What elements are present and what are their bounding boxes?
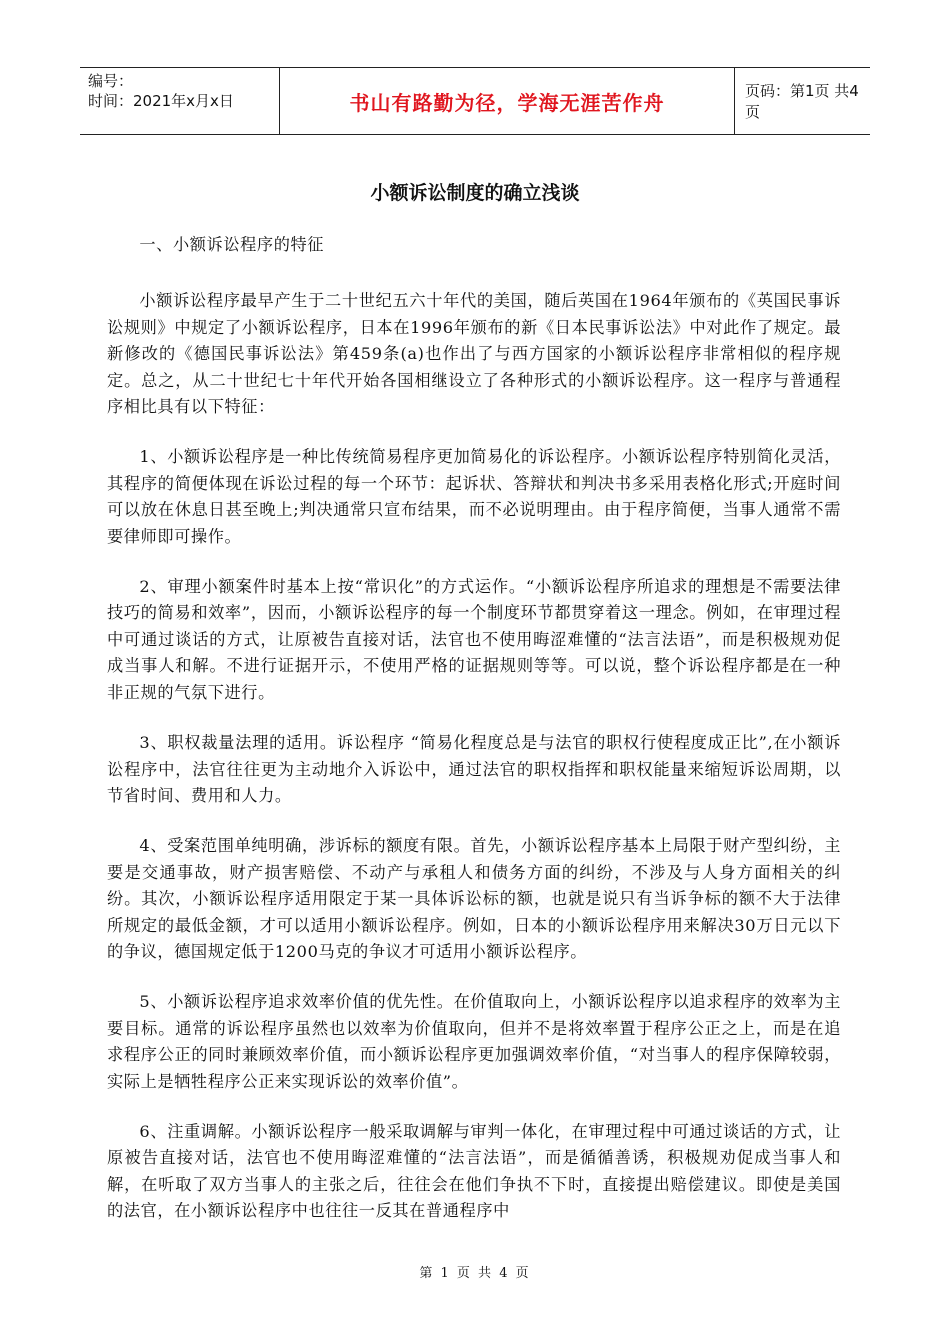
body-paragraph: 2、审理小额案件时基本上按“常识化”的方式运作。“小额诉讼程序所追求的理想是不需要法律技巧的简易和效率”，因而，小额诉讼程序的每一个制度环节都贯穿着这一理念。例如，在审理过程中可通过谈话的方式，让原被告直接对话，法官也不使用晦涩难懂的“法言法语”，而是积极规劝促成当事人和解。不进行证据开示，不使用严格的证据规则等等。可以说，整个诉讼程序都是在一种非正规的气氛下进行。 xyxy=(107,577,841,702)
body-paragraph: 小额诉讼程序最早产生于二十世纪五六十年代的美国，随后英国在1964年颁布的《英国民事诉讼规则》中规定了小额诉讼程序，日本在1996年颁布的新《日本民事诉讼法》中对此作了规定。最新修改的《德国民事诉讼法》第459条(a)也作出了与西方国家的小额诉讼程序非常相似的程序规定。总之，从二十世纪七十年代开始各国相继设立了各种形式的小额诉讼程序。这一程序与普通程序相比具有以下特征： xyxy=(107,291,841,417)
body-paragraph: 4、受案范围单纯明确，涉诉标的额度有限。首先，小额诉讼程序基本上局限于财产型纠纷，主要是交通事故，财产损害赔偿、不动产与承租人和债务方面的纠纷，不涉及与人身方面相关的纠纷。其次，小额诉讼程序适用限定于某一具体诉讼标的额，也就是说只有当诉争标的额不大于法律所规定的最低金额，才可以适用小额诉讼程序。例如，日本的小额诉讼程序用来解决30万日元以下的争议，德国规定低于1200马克的争议才可适用小额诉讼程序。 xyxy=(107,836,841,961)
page-footer: 第 1 页 共 4 页 xyxy=(419,1266,531,1281)
header-page-info: 页码：第1页 共4页 xyxy=(745,82,859,121)
page-header xyxy=(80,67,870,135)
document-body xyxy=(107,232,841,1249)
header-meta xyxy=(80,68,280,134)
document-title: 小额诉讼制度的确立浅谈 xyxy=(370,182,580,204)
body-paragraph: 1、小额诉讼程序是一种比传统简易程序更加简易化的诉讼程序。小额诉讼程序特别简化灵活，其程序的简便体现在诉讼过程的每一个环节：起诉状、答辩状和判决书多采用表格化形式;开庭时间可以放在休息日甚至晚上;判决通常只宣布结果，而不必说明理由。由于程序简便，当事人通常不需要律师即可操作。 xyxy=(107,447,841,546)
section-heading: 一、小额诉讼程序的特征 xyxy=(139,235,325,254)
body-paragraph: 5、小额诉讼程序追求效率价值的优先性。在价值取向上，小额诉讼程序以追求程序的效率为主要目标。通常的诉讼程序虽然也以效率为价值取向，但并不是将效率置于程序公正之上，而是在追求程序公正的同时兼顾效率价值，而小额诉讼程序更加强调效率价值，“对当事人的程序保障较弱，实际上是牺牲程序公正来实现诉讼的效率价值”。 xyxy=(107,992,841,1091)
header-motto-cell xyxy=(280,68,735,134)
doc-date-label: 时间：2021年x月x日 xyxy=(88,92,234,110)
doc-number-label: 编号： xyxy=(88,72,134,90)
body-paragraph: 6、注重调解。小额诉讼程序一般采取调解与审判一体化，在审理过程中可通过谈话的方式，让原被告直接对话，法官也不使用晦涩难懂的“法言法语”，而是循循善诱，积极规劝促成当事人和解，在听取了双方当事人的主张之后，往往会在他们争执不下时，直接提出赔偿建议。即使是美国的法官，在小额诉讼程序中也往往一反其在普通程序中 xyxy=(107,1121,841,1221)
body-paragraph: 3、职权裁量法理的适用。诉讼程序 “简易化程度总是与法官的职权行使程度成正比”,在小额诉讼程序中，法官往往更为主动地介入诉讼中，通过法官的职权指挥和职权能量来缩短诉讼周期，以节省时间、费用和人力。 xyxy=(107,733,841,805)
header-motto: 书山有路勤为径，学海无涯苦作舟 xyxy=(349,90,665,115)
